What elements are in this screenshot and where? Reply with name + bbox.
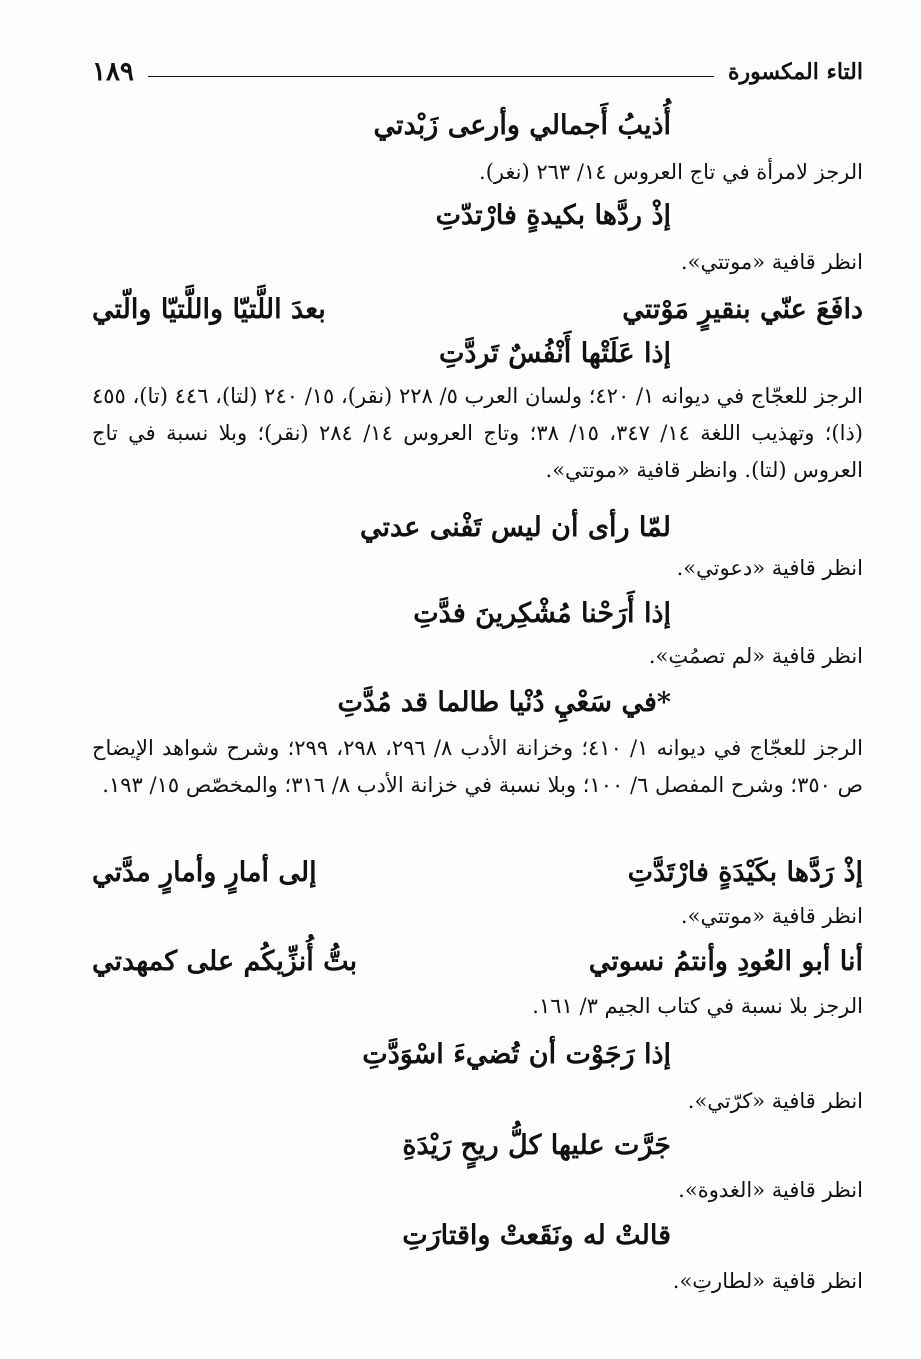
- verse-11: جَرَّت عليها كلُّ ريحٍ رَيْدَةِ: [402, 1130, 671, 1161]
- note-5: انظر قافية «دعوتي».: [676, 556, 863, 580]
- verse-8: [92, 853, 863, 893]
- note-12: انظر قافية «لطارتِ».: [672, 1269, 863, 1293]
- verse-8-first-hemistich: إذْ رَدَّها بكَيْدَةٍ فارْتَدَّتِ: [627, 857, 863, 888]
- verse-4: إذا عَلَتْها أَنْفُسٌ تَردَّتِ: [438, 338, 671, 369]
- verse-12: قالتْ له ونَقَعتْ واقتارَتِ: [402, 1220, 671, 1251]
- note-paragraph-2: الرجز للعجّاج في ديوانه ١/ ٤١٠؛ وخزانة الأدب ٨/ ٢٩٦، ٢٩٨، ٢٩٩؛ وشرح شواهد الإيضاح ص ٣٥٠؛ وشرح المفصل ٦/ ١٠٠؛ وبلا نسبة في خزانة الأدب ٨/ ٣١٦؛ والمخصّص ١٥/ ١٩٣.: [92, 736, 863, 797]
- note-8: انظر قافية «موتتي».: [680, 904, 863, 928]
- verse-1: أُذيبُ أَجمالي وأرعى زَبْدتي: [373, 110, 671, 141]
- verse-3-first-hemistich: دافَعَ عنّي بنقيرٍ مَوْتتي: [622, 294, 863, 325]
- note-6: انظر قافية «لم تصمُتِ».: [648, 644, 863, 668]
- verse-7: *في سَعْيِ دُنْيا طالما قد مُدَّتِ: [337, 687, 671, 718]
- verse-9-first-hemistich: أنا أبو العُودِ وأنتمُ نسوتي: [588, 946, 863, 977]
- verse-9-second-hemistich: بتُّ أُنزِّيكُم على كمهدتي: [92, 946, 358, 977]
- page-header: [92, 52, 863, 92]
- verse-9: [92, 942, 863, 982]
- page-number: ١٨٩: [92, 57, 134, 87]
- note-2: انظر قافية «موتتي».: [680, 250, 863, 274]
- verse-6: إذا أَرَحْنا مُشْكِرينَ فدَّتِ: [413, 598, 671, 629]
- verse-10: إذا رَجَوْت أن تُضيءَ اسْوَدَّتِ: [362, 1039, 671, 1070]
- verse-5: لمّا رأى أن ليس تَفْنى عدتي: [360, 512, 671, 543]
- verse-2: إذْ ردَّها بكيدةٍ فارْتدّتِ: [435, 200, 671, 231]
- note-1: الرجز لامرأة في تاج العروس ١٤/ ٢٦٣ (نغر).: [479, 160, 863, 184]
- header-rule: [148, 76, 714, 77]
- note-10: انظر قافية «كرّتي».: [687, 1089, 863, 1113]
- note-paragraph-1: الرجز للعجّاج في ديوانه ١/ ٤٢٠؛ ولسان العرب ٥/ ٢٢٨ (نقر)، ١٥/ ٢٤٠ (لتا)، ٤٤٦ (تا)، ٤٥٥ (ذا)؛ وتهذيب اللغة ١٤/ ٣٤٧، ١٥/ ٣٨؛ وتاج العروس ١٤/ ٢٨٤ (نقر)؛ وبلا نسبة في تاج العروس (لتا). وانظر قافية «موتتي».: [92, 384, 863, 482]
- note-11: انظر قافية «الغدوة».: [678, 1178, 863, 1202]
- verse-8-second-hemistich: إلى أمارٍ وأمارٍ مدَّتي: [92, 857, 317, 888]
- verse-3-second-hemistich: بعدَ اللَّتيّا واللَّتيّا والّتي: [92, 294, 326, 325]
- verse-3: [92, 290, 863, 330]
- note-9: الرجز بلا نسبة في كتاب الجيم ٣/ ١٦١.: [532, 994, 863, 1018]
- running-title: التاء المكسورة: [728, 59, 863, 85]
